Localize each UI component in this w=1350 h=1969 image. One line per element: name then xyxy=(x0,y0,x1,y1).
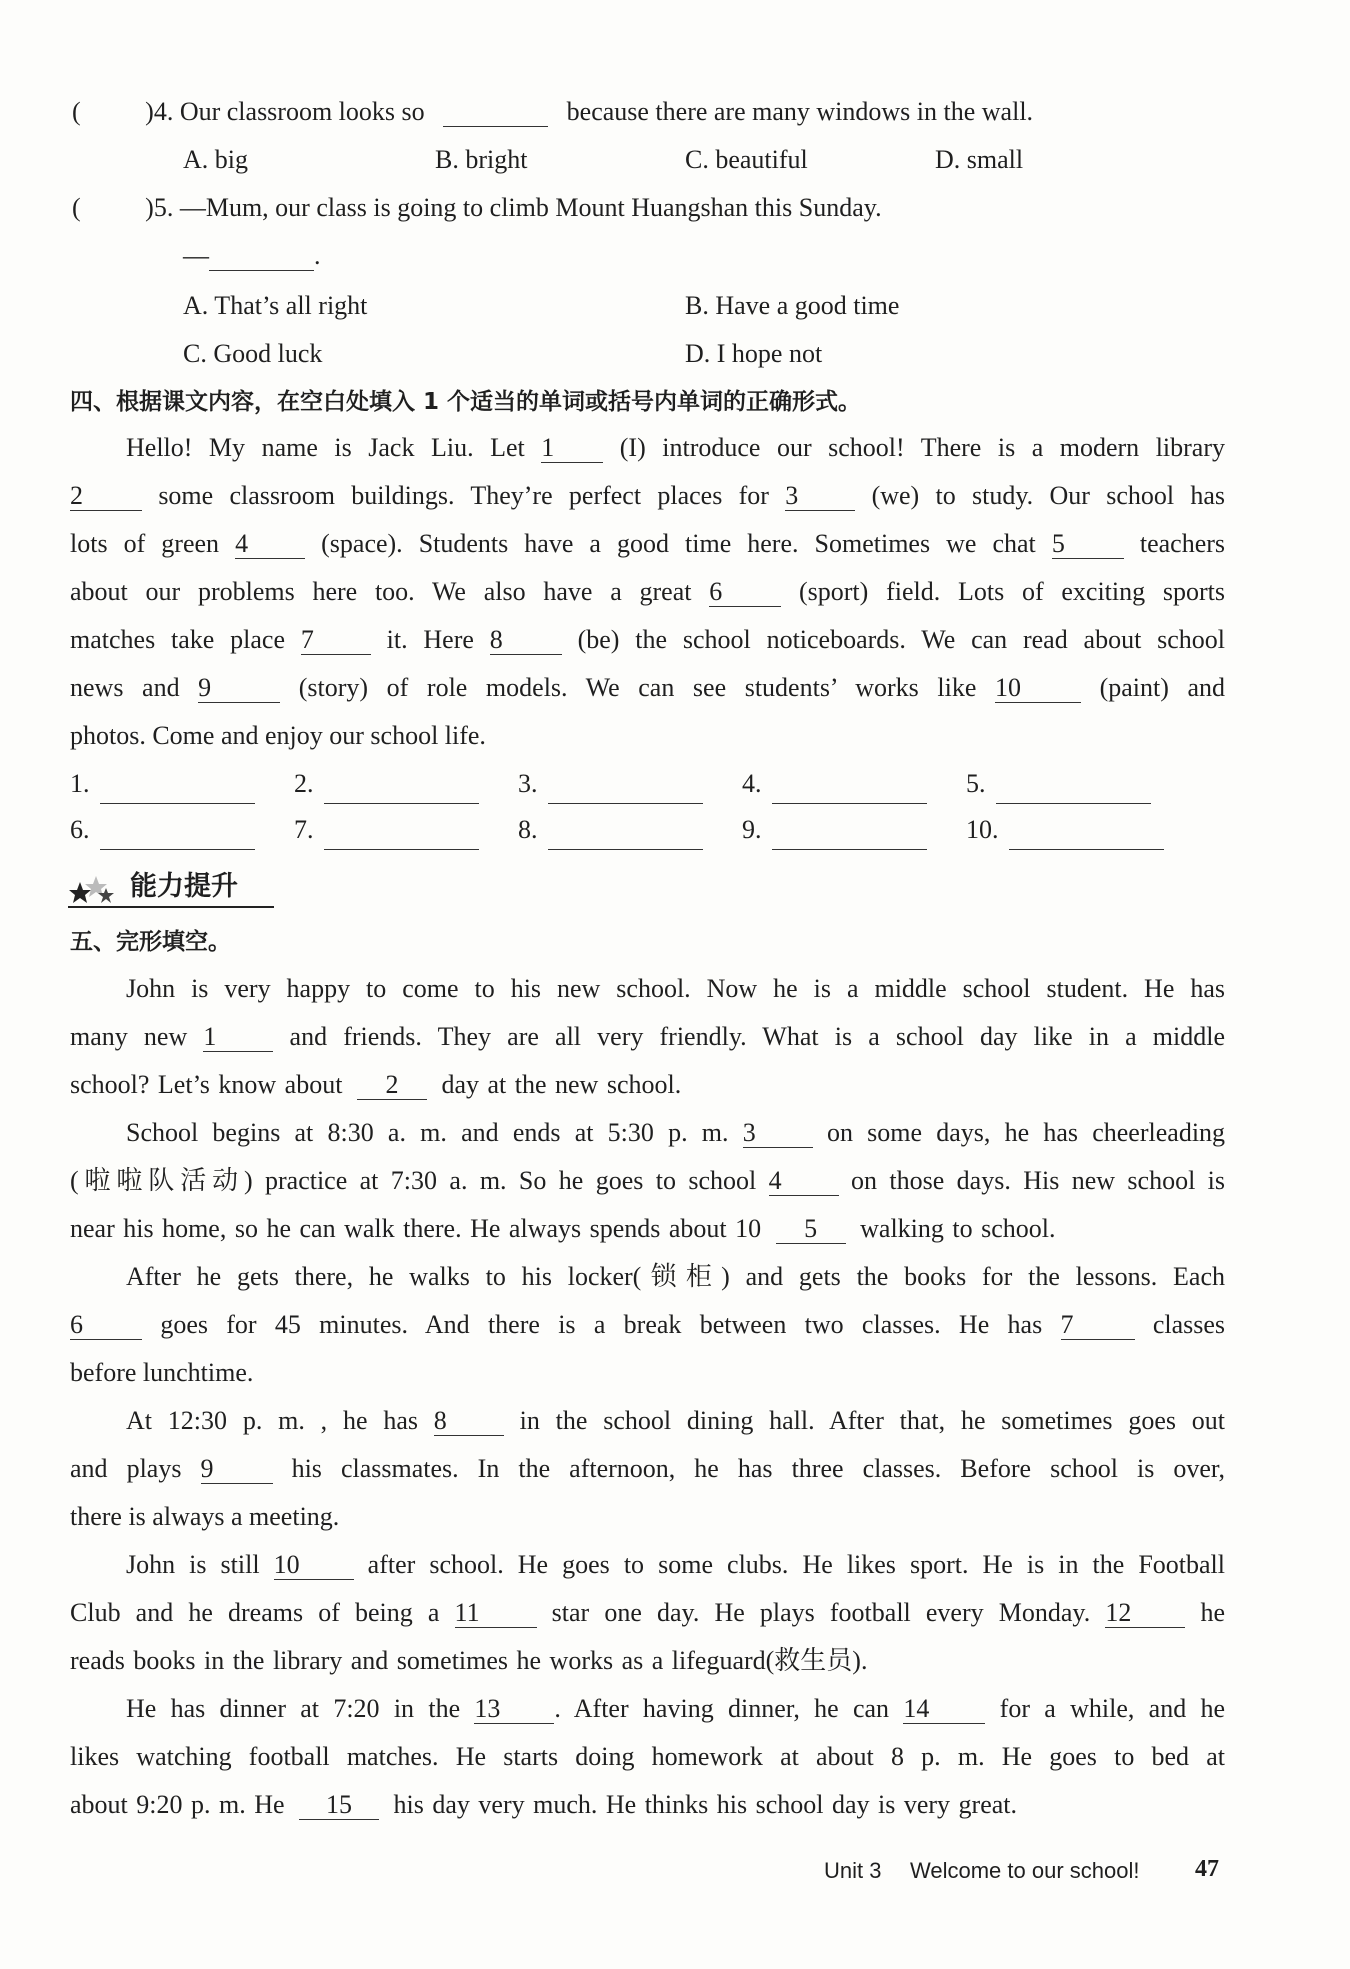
s5-p1-line-3: school? Let’s know about 2 day at the new school. xyxy=(70,1070,682,1099)
q4-option-a[interactable]: A. big xyxy=(183,145,248,174)
question-4 xyxy=(72,90,1033,134)
q4-stem-b: because there are many windows in the wall. xyxy=(566,97,1034,126)
q5-option-a[interactable]: A. That’s all right xyxy=(183,291,368,320)
q5-reply-dash: — xyxy=(183,241,209,270)
s5-p4-line-2: and plays 9 his classmates. In the afternoon, he has three classes. Before school is over, xyxy=(70,1454,1226,1483)
s4-line-1: Hello! My name is Jack Liu. Let 1 (I) introduce our school! There is a modern library xyxy=(126,433,1225,462)
s5-p4-line-3: there is always a meeting. xyxy=(70,1502,340,1531)
q4-stem-a: )4. Our classroom looks so xyxy=(145,97,425,126)
s4-line-2: 2 some classroom buildings. They’re perfect places for 3 (we) to study. Our school has xyxy=(70,481,1226,510)
answer-8[interactable]: 8. xyxy=(518,810,703,850)
s5-p3-line-3: before lunchtime. xyxy=(70,1358,254,1387)
s5-blank-15[interactable]: 15 xyxy=(299,1791,379,1820)
s5-p4-line-1: At 12:30 p. m. , he has 8 in the school dining hall. After that, he sometimes goes out xyxy=(126,1406,1226,1435)
stars-icon xyxy=(68,868,138,908)
q5-reply xyxy=(183,234,321,278)
q5-reply-end: . xyxy=(314,241,321,270)
q4-option-b[interactable]: B. bright xyxy=(435,145,528,174)
q5-stem: )5. —Mum, our class is going to climb Mount Huangshan this Sunday. xyxy=(145,193,882,222)
s5-p3-line-2: 6 goes for 45 minutes. And there is a break between two classes. He has 7 classes xyxy=(70,1310,1226,1339)
s4-line-7: photos. Come and enjoy our school life. xyxy=(70,721,486,750)
q5-option-c[interactable]: C. Good luck xyxy=(183,339,323,368)
s5-p5-line-3: reads books in the library and sometimes he works as a lifeguard(救生员). xyxy=(70,1646,868,1675)
section-5-title: 五、完形填空。 xyxy=(70,929,231,955)
answer-2[interactable]: 2. xyxy=(294,764,479,804)
s5-blank-9[interactable]: 9 xyxy=(201,1455,273,1484)
s5-blank-2[interactable]: 2 xyxy=(357,1071,427,1100)
s5-blank-1[interactable]: 1 xyxy=(203,1023,273,1052)
s5-p5-line-2: Club and he dreams of being a 11 star one day. He plays football every Monday. 12 he xyxy=(70,1598,1226,1627)
s5-blank-6[interactable]: 6 xyxy=(70,1311,142,1340)
s4-blank-7[interactable]: 7 xyxy=(301,626,371,655)
s4-line-6: news and 9 (story) of role models. We can see students’ works like 10 (paint) and xyxy=(70,673,1226,702)
footer-title: Welcome to our school! xyxy=(910,1858,1140,1883)
answer-3[interactable]: 3. xyxy=(518,764,703,804)
footer-unit: Unit 3 xyxy=(824,1858,882,1883)
s5-blank-12[interactable]: 12 xyxy=(1105,1599,1185,1628)
s5-p2-line-1: School begins at 8:30 a. m. and ends at 5:30 p. m. 3 on some days, he has cheerleading xyxy=(126,1118,1226,1147)
s4-blank-2[interactable]: 2 xyxy=(70,482,142,511)
answer-6[interactable]: 6. xyxy=(70,810,255,850)
s5-p2-line-3: near his home, so he can walk there. He always spends about 10 5 walking to school. xyxy=(70,1214,1056,1243)
s5-p5-line-1: John is still 10 after school. He goes to some clubs. He likes sport. He is in the Football xyxy=(126,1550,1226,1579)
s5-blank-11[interactable]: 11 xyxy=(455,1599,537,1628)
s5-p1-line-1: John is very happy to come to his new school. Now he is a middle school student. He has xyxy=(126,974,1225,1003)
s4-blank-5[interactable]: 5 xyxy=(1052,530,1124,559)
ability-underline xyxy=(68,906,274,908)
page-number: 47 xyxy=(1195,1856,1219,1882)
s5-p6-line-2: likes watching football matches. He starts doing homework at about 8 p. m. He goes to bed at xyxy=(70,1742,1225,1771)
s4-blank-4[interactable]: 4 xyxy=(235,530,305,559)
question-5 xyxy=(72,186,882,230)
ability-heading xyxy=(68,868,278,908)
s4-blank-1[interactable]: 1 xyxy=(541,434,603,463)
answer-5[interactable]: 5. xyxy=(966,764,1151,804)
s4-blank-3[interactable]: 3 xyxy=(785,482,855,511)
answer-9[interactable]: 9. xyxy=(742,810,927,850)
s5-blank-3[interactable]: 3 xyxy=(743,1119,813,1148)
s4-blank-6[interactable]: 6 xyxy=(709,578,781,607)
answer-4[interactable]: 4. xyxy=(742,764,927,804)
ability-title: 能力提升 xyxy=(130,871,238,902)
q5-option-d[interactable]: D. I hope not xyxy=(685,339,823,368)
s4-blank-9[interactable]: 9 xyxy=(198,674,280,703)
s5-p6-line-3: about 9:20 p. m. He 15 his day very much. He thinks his school day is very great. xyxy=(70,1790,1018,1819)
s5-blank-5[interactable]: 5 xyxy=(776,1215,846,1244)
answer-1[interactable]: 1. xyxy=(70,764,255,804)
s5-p6-line-1: He has dinner at 7:20 in the 13 . After having dinner, he can 14 for a while, and he xyxy=(126,1694,1226,1723)
s5-blank-10[interactable]: 10 xyxy=(274,1551,354,1580)
s4-blank-8[interactable]: 8 xyxy=(490,626,562,655)
q4-option-d[interactable]: D. small xyxy=(935,145,1024,174)
s5-p2-line-2: (啦啦队活动) practice at 7:30 a. m. So he goes to school 4 on those days. His new school is xyxy=(70,1166,1226,1195)
q5-blank[interactable] xyxy=(209,242,314,271)
s5-blank-14[interactable]: 14 xyxy=(903,1695,985,1724)
s4-blank-10[interactable]: 10 xyxy=(995,674,1081,703)
s4-line-3: lots of green 4 (space). Students have a good time here. Sometimes we chat 5 teachers xyxy=(70,529,1226,558)
q5-option-b[interactable]: B. Have a good time xyxy=(685,291,900,320)
s4-line-5: matches take place 7 it. Here 8 (be) the school noticeboards. We can read about school xyxy=(70,625,1226,654)
s5-blank-13[interactable]: 13 xyxy=(474,1695,554,1724)
s5-blank-7[interactable]: 7 xyxy=(1061,1311,1135,1340)
paren-open: ( xyxy=(72,97,81,126)
answer-10[interactable]: 10. xyxy=(966,810,1164,850)
paren-open: ( xyxy=(72,193,81,222)
s5-p1-line-2: many new 1 and friends. They are all very friendly. What is a school day like in a middle xyxy=(70,1022,1226,1051)
section-4-title: 四、根据课文内容，在空白处填入 1 个适当的单词或括号内单词的正确形式。 xyxy=(70,389,862,415)
q4-blank[interactable] xyxy=(443,98,548,127)
q4-option-c[interactable]: C. beautiful xyxy=(685,145,808,174)
s5-p3-line-1: After he gets there, he walks to his locker(锁柜) and gets the books for the lessons. Each xyxy=(126,1262,1225,1291)
s5-blank-4[interactable]: 4 xyxy=(769,1167,839,1196)
s5-blank-8[interactable]: 8 xyxy=(434,1407,504,1436)
s4-line-4: about our problems here too. We also have a great 6 (sport) field. Lots of exciting sports xyxy=(70,577,1226,606)
answer-7[interactable]: 7. xyxy=(294,810,479,850)
